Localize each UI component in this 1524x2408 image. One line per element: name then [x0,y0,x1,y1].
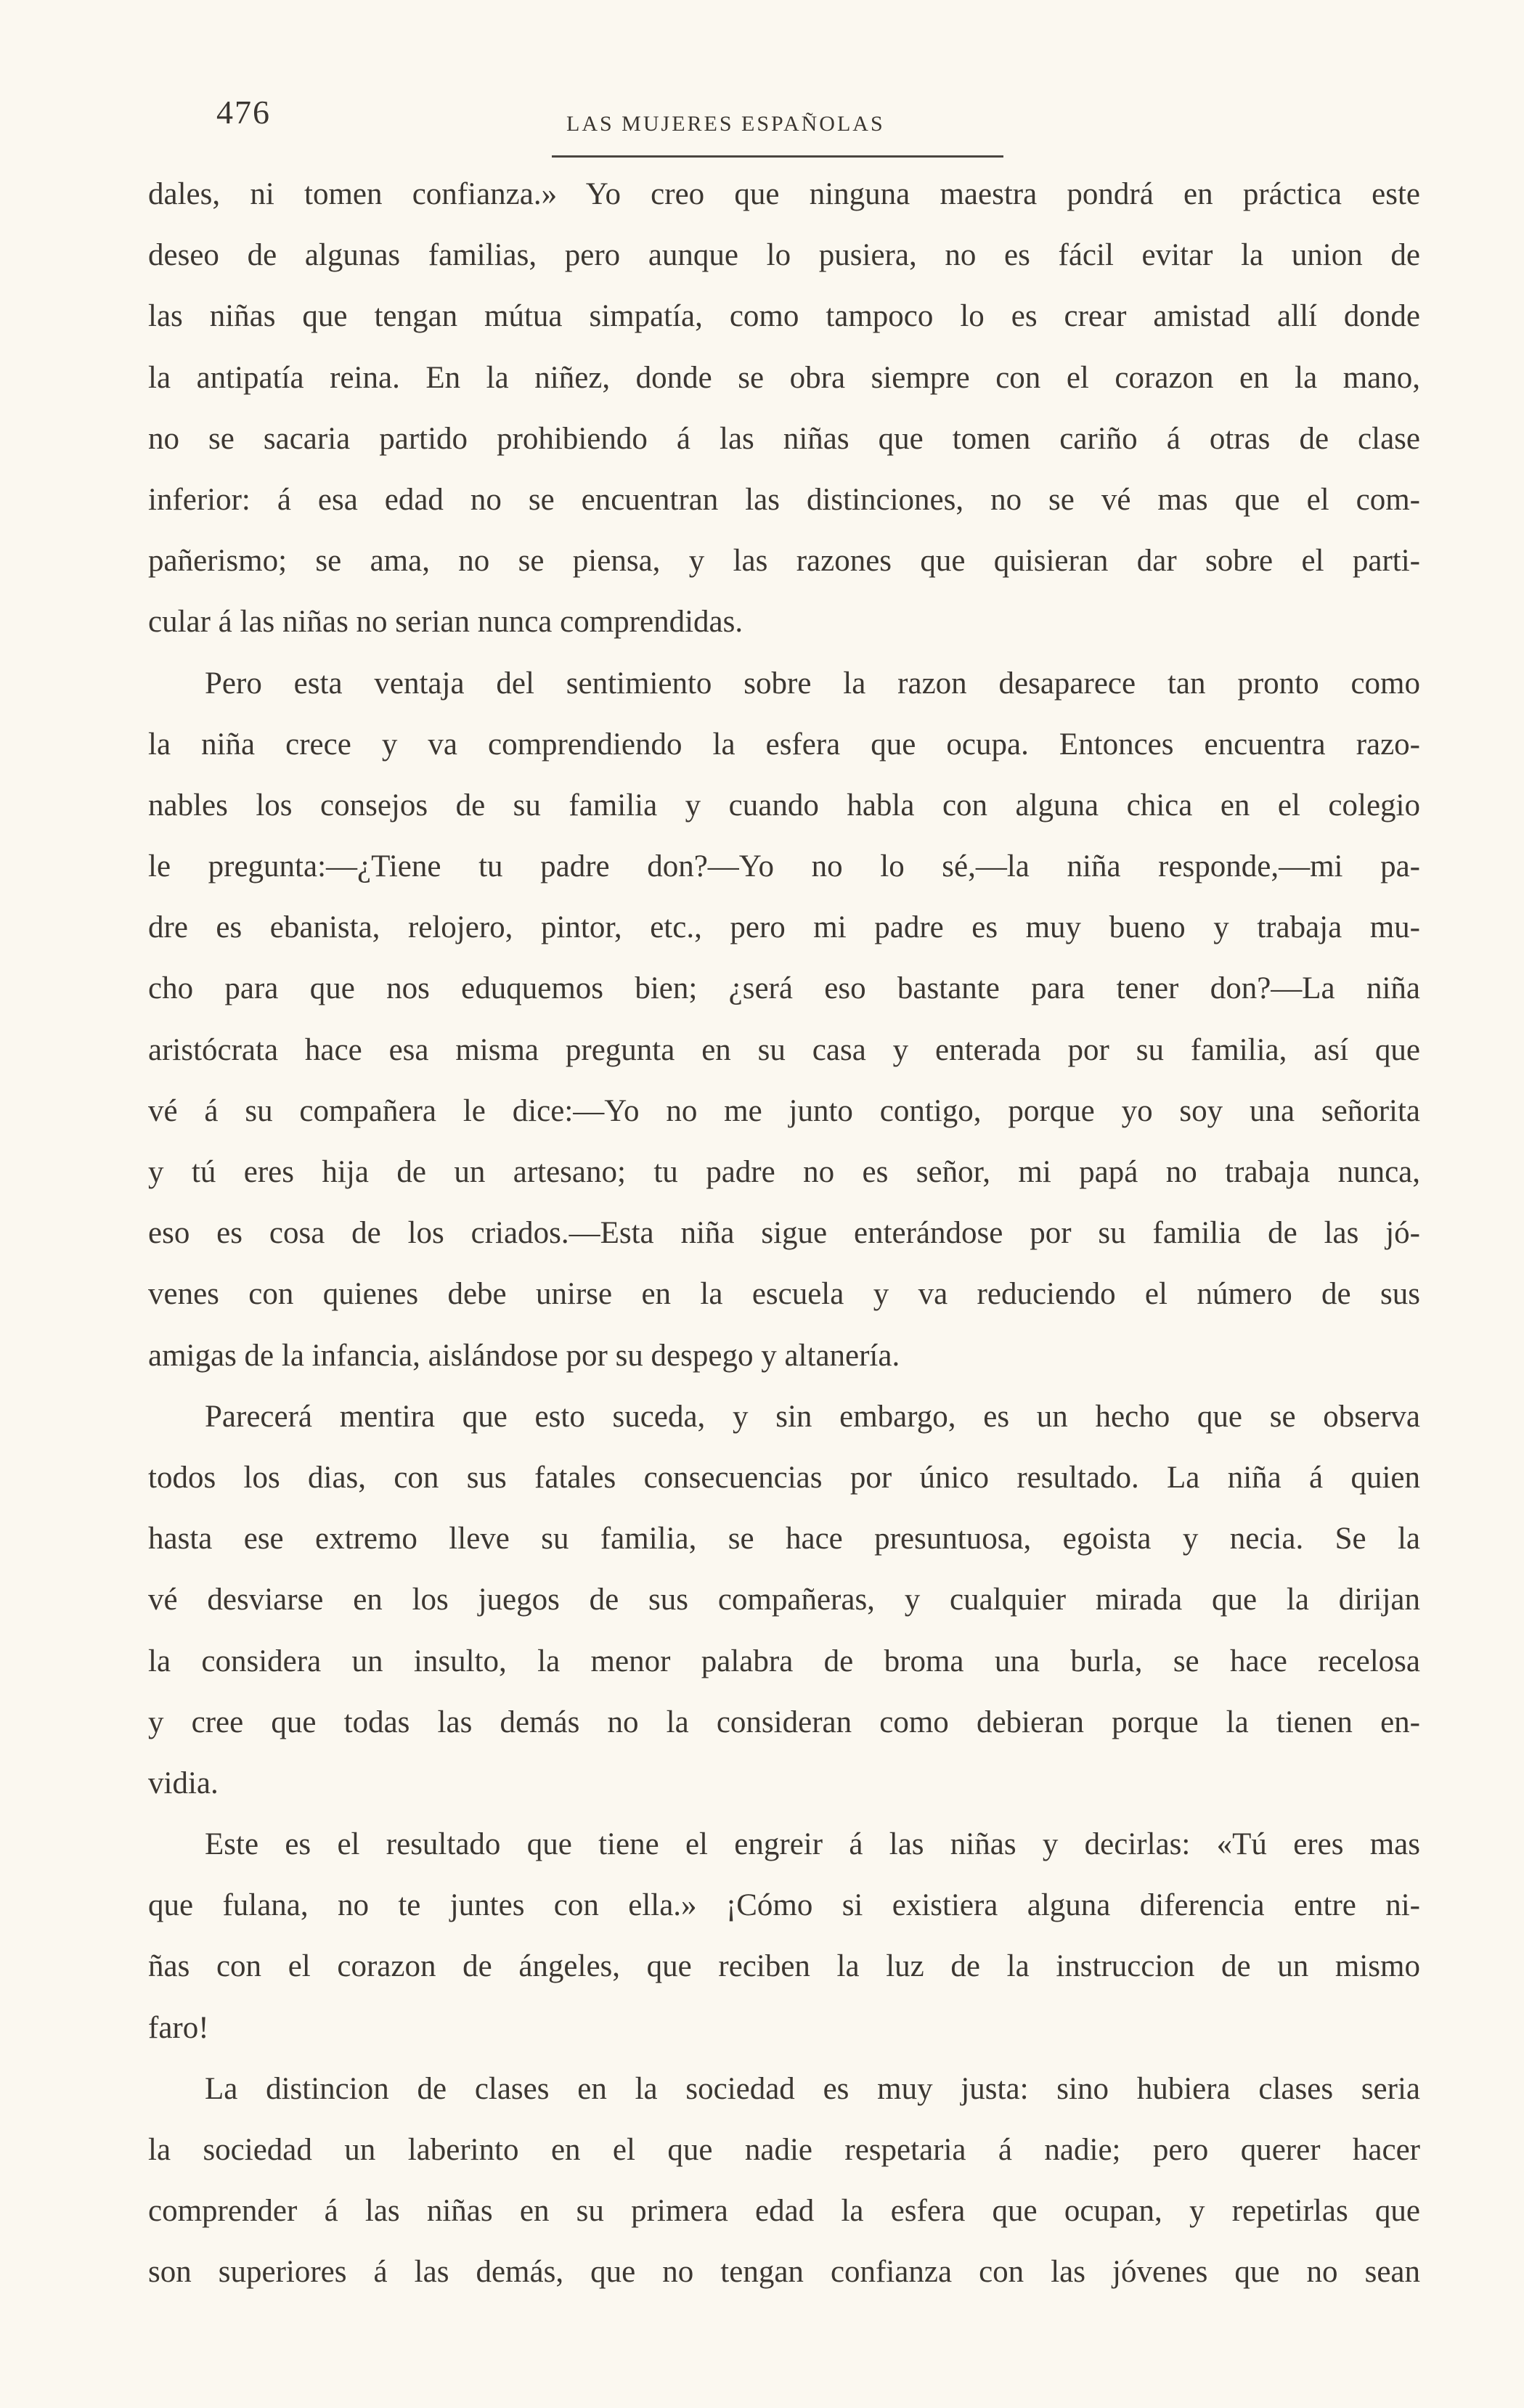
text-line: la sociedad un laberinto en el que nadie respetaria á nadie; pero querer hacer [148,2133,1420,2167]
text-line: ñas con el corazon de ángeles, que reciben la luz de la instruccion de un mismo [148,1949,1420,1984]
text-line: hasta ese extremo lleve su familia, se hace presuntuosa, egoista y necia. Se la [148,1522,1420,1556]
text-line: le pregunta:—¿Tiene tu padre don?—Yo no lo sé,—la niña responde,—mi pa- [148,849,1420,884]
text-line: dre es ebanista, relojero, pintor, etc., pero mi padre es muy bueno y trabaja mu- [148,910,1420,945]
text-line: no se sacaria partido prohibiendo á las niñas que tomen cariño á otras de clase [148,421,1420,456]
paragraph-start-line: Este es el resultado que tiene el engreir á las niñas y decirlas: «Tú eres mas [205,1827,1420,1862]
paragraph-end-line: vidia. [148,1766,219,1800]
text-line: las niñas que tengan mútua simpatía, como tampoco lo es crear amistad allí donde [148,299,1420,334]
paragraph-start-line: Pero esta ventaja del sentimiento sobre la razon desaparece tan pronto como [205,666,1420,701]
text-line: vé desviarse en los juegos de sus compañeras, y cualquier mirada que la dirijan [148,1583,1420,1617]
text-line: y cree que todas las demás no la consideran como debieran porque la tienen en- [148,1705,1420,1739]
paragraph-start-line: Parecerá mentira que esto suceda, y sin embargo, es un hecho que se observa [205,1399,1420,1434]
page-header [216,93,1422,151]
text-line: aristócrata hace esa misma pregunta en su casa y enterada por su familia, así que [148,1032,1420,1067]
text-line: todos los dias, con sus fatales consecuencias por único resultado. La niña á quien [148,1460,1420,1495]
text-line: pañerismo; se ama, no se piensa, y las razones que quisieran dar sobre el parti- [148,544,1420,579]
page-number: 476 [216,94,271,131]
text-line: dales, ni tomen confianza.» Yo creo que ninguna maestra pondrá en práctica este [148,177,1420,211]
header-rule [552,155,1003,158]
paragraph-start-line: La distincion de clases en la sociedad es muy justa: sino hubiera clases seria [205,2071,1420,2106]
paragraph-end-line: cular á las niñas no serian nunca comprendidas. [148,605,743,640]
text-line: y tú eres hija de un artesano; tu padre no es señor, mi papá no trabaja nunca, [148,1155,1420,1189]
text-line: que fulana, no te juntes con ella.» ¡Cómo si existiera alguna diferencia entre ni- [148,1888,1420,1923]
paragraph-end-line: amigas de la infancia, aislándose por su despego y altanería. [148,1338,900,1373]
text-line: deseo de algunas familias, pero aunque lo pusiera, no es fácil evitar la union de [148,238,1420,273]
paragraph-end-line: faro! [148,2010,209,2045]
running-title: LAS MUJERES ESPAÑOLAS [566,112,885,136]
text-line: son superiores á las demás, que no tengan confianza con las jóvenes que no sean [148,2255,1420,2290]
text-line: inferior: á esa edad no se encuentran las distinciones, no se vé mas que el com- [148,482,1420,517]
body-text [148,164,1420,2303]
text-line: la considera un insulto, la menor palabra de broma una burla, se hace recelosa [148,1644,1420,1678]
text-line: eso es cosa de los criados.—Esta niña sigue enterándose por su familia de las jó- [148,1216,1420,1251]
text-line: comprender á las niñas en su primera edad la esfera que ocupan, y repetirlas que [148,2194,1420,2229]
text-line: la niña crece y va comprendiendo la esfera que ocupa. Entonces encuentra razo- [148,727,1420,762]
text-line: la antipatía reina. En la niñez, donde se obra siempre con el corazon en la mano, [148,360,1420,395]
text-line: nables los consejos de su familia y cuando habla con alguna chica en el colegio [148,788,1420,823]
text-line: vé á su compañera le dice:—Yo no me junto contigo, porque yo soy una señorita [148,1093,1420,1128]
text-line: venes con quienes debe unirse en la escuela y va reduciendo el número de sus [148,1277,1420,1312]
text-line: cho para que nos eduquemos bien; ¿será eso bastante para tener don?—La niña [148,971,1420,1006]
